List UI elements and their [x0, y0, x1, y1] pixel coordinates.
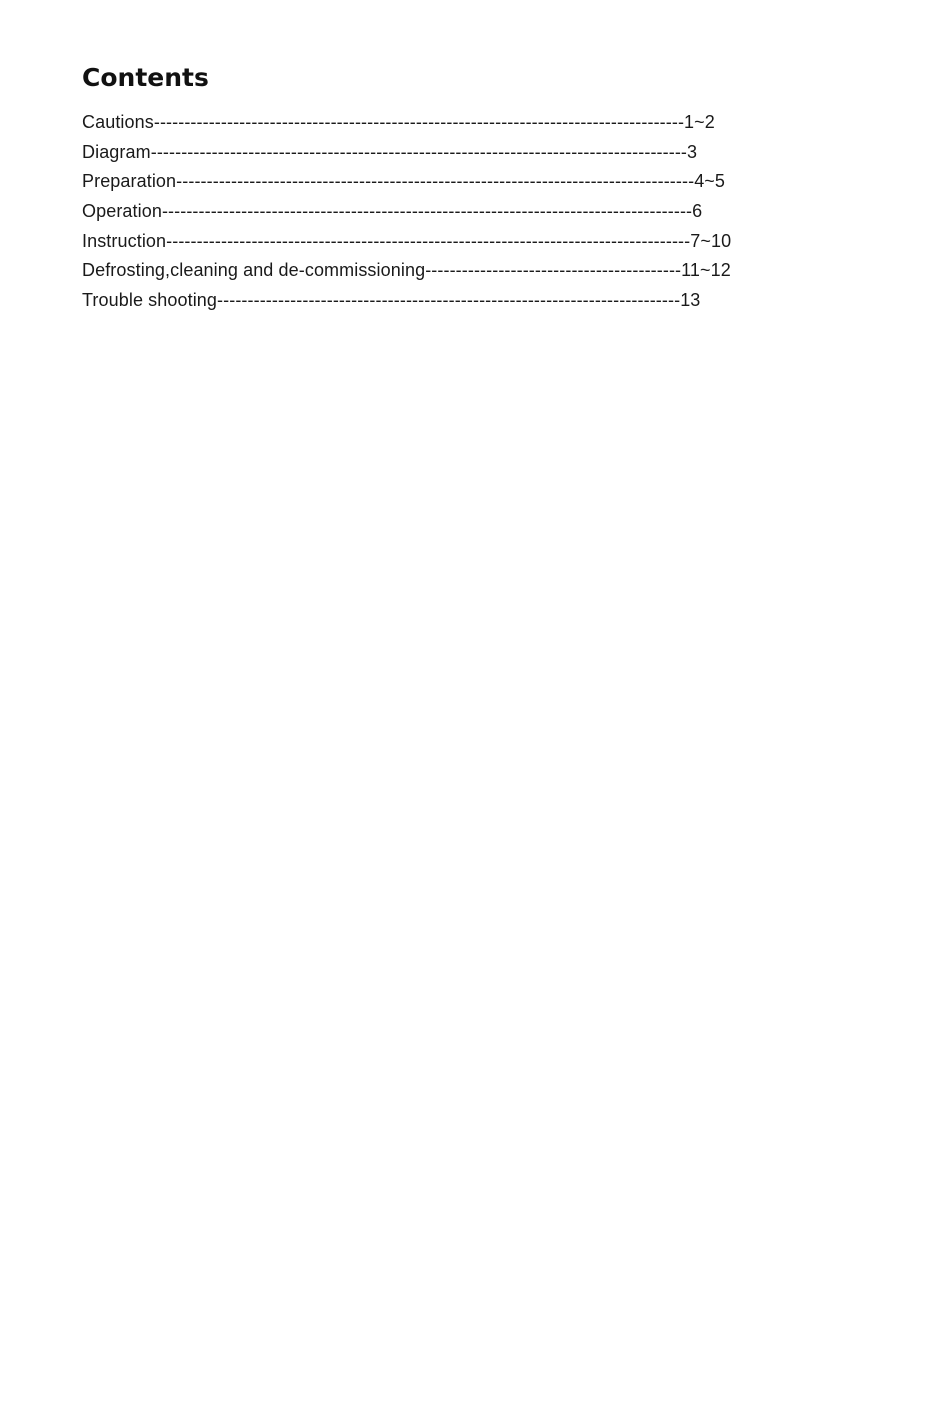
toc-entry-label: Cautions [82, 112, 154, 132]
toc-entry-leader: ---------------------------------------------------------------------------- [217, 290, 681, 311]
toc-entry-leader: ------------------------------------------ [425, 260, 682, 281]
toc-entry-label: Operation [82, 201, 162, 222]
toc-entry-diagram [82, 138, 842, 168]
toc-entry-pages: 6 [692, 201, 703, 222]
toc-entry-pages: 13 [680, 290, 701, 311]
toc-entry-label: Diagram [82, 141, 151, 162]
contents-heading: Contents [82, 63, 209, 92]
toc-entry-label: Preparation [82, 171, 177, 192]
toc-entry-pages: 3 [687, 141, 698, 162]
toc-entry-cautions [82, 108, 842, 138]
toc-entry-preparation [82, 167, 842, 197]
toc-entry-label: Instruction [82, 230, 167, 251]
toc-entry-leader: -------------------------------------------------------------------------------------- [166, 230, 691, 251]
toc-entry-pages: 7~10 [690, 230, 732, 251]
toc-entry-leader: ------------------------------------------------------------------------------------- [176, 171, 695, 192]
toc-entry-pages: 4~5 [694, 171, 726, 192]
table-of-contents [82, 108, 842, 316]
toc-entry-leader: --------------------------------------------------------------------------------------- [161, 201, 693, 222]
toc-entry-instruction [82, 227, 842, 257]
toc-entry-label: Defrosting,cleaning and de-commissioning [82, 260, 426, 281]
toc-entry-label: Trouble shooting [82, 290, 218, 311]
toc-entry-operation [82, 197, 842, 227]
toc-entry-trouble-shooting [82, 286, 842, 316]
toc-entry-leader: --------------------------------------------------------------------------------------- [153, 112, 685, 132]
toc-entry-defrosting [82, 256, 842, 286]
toc-entry-pages: 11~12 [681, 260, 731, 281]
toc-entry-leader: ---------------------------------------------------------------------------------------- [150, 141, 688, 162]
toc-entry-pages: 1~2 [684, 112, 715, 132]
